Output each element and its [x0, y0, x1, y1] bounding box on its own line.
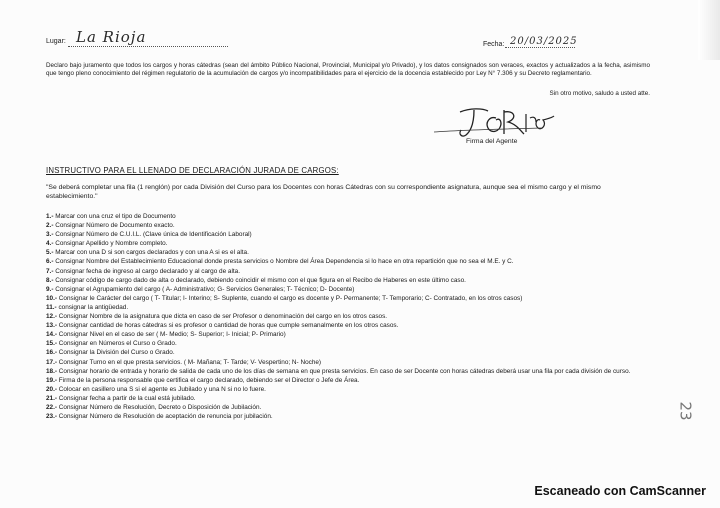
item-text: Consignar Número de Resolución, Decreto o Disposición de Jubilación.	[58, 403, 262, 411]
item-text: Consignar en Números el Curso o Grado.	[58, 340, 177, 348]
list-item	[46, 348, 656, 357]
item-number: 12.-	[46, 313, 58, 321]
item-number: 13.-	[46, 322, 58, 330]
item-number: 23.-	[46, 413, 58, 421]
list-item	[46, 230, 656, 239]
item-text: Consignar fecha a partir de la cual está jubilado.	[58, 394, 196, 402]
item-number: 15.-	[46, 340, 58, 348]
item-number: 1.-	[46, 213, 54, 220]
fecha-label: Fecha:	[483, 41, 505, 48]
instructivo-note: "Se deberá completar una fila (1 renglón) por cada División del Curso para los Docentes con horas Cátedras con su correspondiente asignatura, aunque sea el mismo cargo y el mismo establecimiento."	[46, 184, 601, 200]
item-text: Marcar con una cruz el tipo de Documento	[55, 213, 176, 220]
item-text: Consignar fecha de ingreso al cargo declarado y al cargo de alta.	[55, 267, 240, 275]
item-number: 21.-	[46, 394, 58, 402]
handwritten-page-mark: 23	[676, 401, 695, 421]
item-text: consignar la antigüedad.	[58, 303, 129, 311]
list-item	[46, 394, 656, 403]
list-item	[46, 403, 656, 412]
item-number: 20.-	[46, 385, 58, 393]
item-text: Consignar el Agrupamiento del cargo ( A- Administrativo; G- Servicios Generales; T- Técnico; D- Docente)	[55, 285, 355, 293]
item-text: Consignar Número de Resolución de aceptación de renuncia por jubilación.	[58, 413, 273, 421]
list-item	[46, 376, 656, 385]
list-item	[46, 257, 656, 266]
list-item	[46, 267, 656, 276]
lugar-label: Lugar:	[46, 38, 66, 45]
instructivo-list	[46, 212, 656, 421]
list-item	[46, 358, 656, 367]
item-number: 7.-	[46, 267, 54, 275]
item-number: 9.-	[46, 285, 54, 293]
item-number: 18.-	[46, 367, 58, 375]
item-number: 16.-	[46, 349, 58, 357]
item-text: Consignar Nombre de la asignatura que dicta en caso de ser Profesor o denominación del cargo en los otros casos.	[58, 313, 388, 321]
lugar-dotted-line	[68, 46, 228, 47]
item-text: Firma de la persona responsable que certifica el cargo declarado, debiendo ser el Director o Jefe de Área.	[58, 376, 360, 384]
item-text: Consignar horario de entrada y horario de salida de cada uno de los días de semana en que presta servicios. En caso de ser Docente con horas cátedras deberá usar una fila por cada división de curso.	[58, 367, 631, 375]
item-text: Consignar Nivel en el caso de ser ( M- Medio; S- Superior; I- Inicial; P- Primario)	[58, 331, 286, 339]
item-text: Consignar cantidad de horas cátedras si es profesor o cantidad de horas que cumple semanalmente en los otros casos.	[58, 322, 399, 330]
item-number: 2.-	[46, 222, 54, 230]
item-text: Colocar en casillero una S si el agente es Jubilado y una N si no lo fuere.	[58, 385, 266, 393]
camscanner-watermark: Escaneado con CamScanner	[534, 484, 706, 498]
fecha-dotted-line	[505, 47, 575, 48]
item-number: 6.-	[46, 258, 54, 266]
declaration-paragraph: Declaro bajo juramento que todos los cargos y horas cátedras (sean del ámbito Público Nacional, Provincial, Municipal y/o Privado), y los datos consignados son veraces, exactos y actualizados a la fecha, asimismo que tengo pleno conocimiento del régimen regulatorio de la acumulación de cargos y/o incompatibilidades para el ejercicio de la docencia establecido por Ley N° 7.306 y su Decreto reglamentario.	[46, 62, 650, 78]
item-number: 17.-	[46, 358, 58, 366]
list-item	[46, 321, 656, 330]
item-number: 11.-	[46, 303, 57, 311]
list-item	[46, 248, 656, 257]
list-item	[46, 330, 656, 339]
item-number: 14.-	[46, 331, 58, 339]
list-item	[46, 212, 656, 221]
item-text: Consignar código de cargo dado de alta o declarado, debiendo coincidir el mismo con el que figura en el Recibo de Haberes en este último caso.	[55, 276, 466, 284]
list-item	[46, 285, 656, 294]
item-text: Consignar le Carácter del cargo ( T- Titular; I- Interino; S- Suplente, cuando el cargo es docente y P- Permanente; T- Temporario; C- Contratado, en los otros casos)	[58, 294, 523, 302]
item-text: Consignar Número de Documento exacto.	[55, 222, 175, 230]
item-number: 22.-	[46, 403, 58, 411]
item-number: 4.-	[46, 240, 54, 248]
instructivo-title: INSTRUCTIVO PARA EL LLENADO DE DECLARACIÓN JURADA DE CARGOS:	[46, 166, 339, 175]
item-text: Consignar Nombre del Establecimiento Educacional donde presta servicios o Nombre del Área Dependencia si lo hace en otra repartición que no sea el M.E. y C.	[55, 258, 514, 266]
item-text: Marcar con una D si son cargos declarados y con una A si es el alta.	[55, 249, 249, 257]
lugar-handwritten-value: La Rioja	[76, 28, 147, 46]
list-item	[46, 385, 656, 394]
list-item	[46, 276, 656, 285]
scan-edge-shadow	[698, 0, 720, 60]
fecha-handwritten-value: 20/03/2025	[510, 36, 578, 47]
list-item	[46, 239, 656, 248]
list-item	[46, 367, 656, 376]
firma-del-agente-label: Firma del Agente	[466, 138, 518, 145]
list-item	[46, 221, 656, 230]
closing-line: Sin otro motivo, saludo a usted atte.	[549, 90, 650, 97]
list-item	[46, 412, 656, 421]
item-number: 5.-	[46, 249, 54, 257]
item-number: 3.-	[46, 231, 54, 239]
item-text: Consignar Apellido y Nombre completo.	[55, 240, 168, 248]
list-item	[46, 339, 656, 348]
list-item	[46, 312, 656, 321]
item-text: Consignar la División del Curso o Grado.	[58, 349, 175, 357]
item-number: 8.-	[46, 276, 54, 284]
item-number: 10.-	[46, 294, 58, 302]
item-number: 19.-	[46, 376, 58, 384]
item-text: Consignar Número de C.U.I.L. (Clave única de Identificación Laboral)	[55, 231, 252, 239]
item-text: Consignar Turno en el que presta servicios. ( M- Mañana; T- Tarde; V- Vespertino; N- Noche)	[58, 358, 322, 366]
list-item	[46, 303, 656, 312]
list-item	[46, 294, 656, 303]
